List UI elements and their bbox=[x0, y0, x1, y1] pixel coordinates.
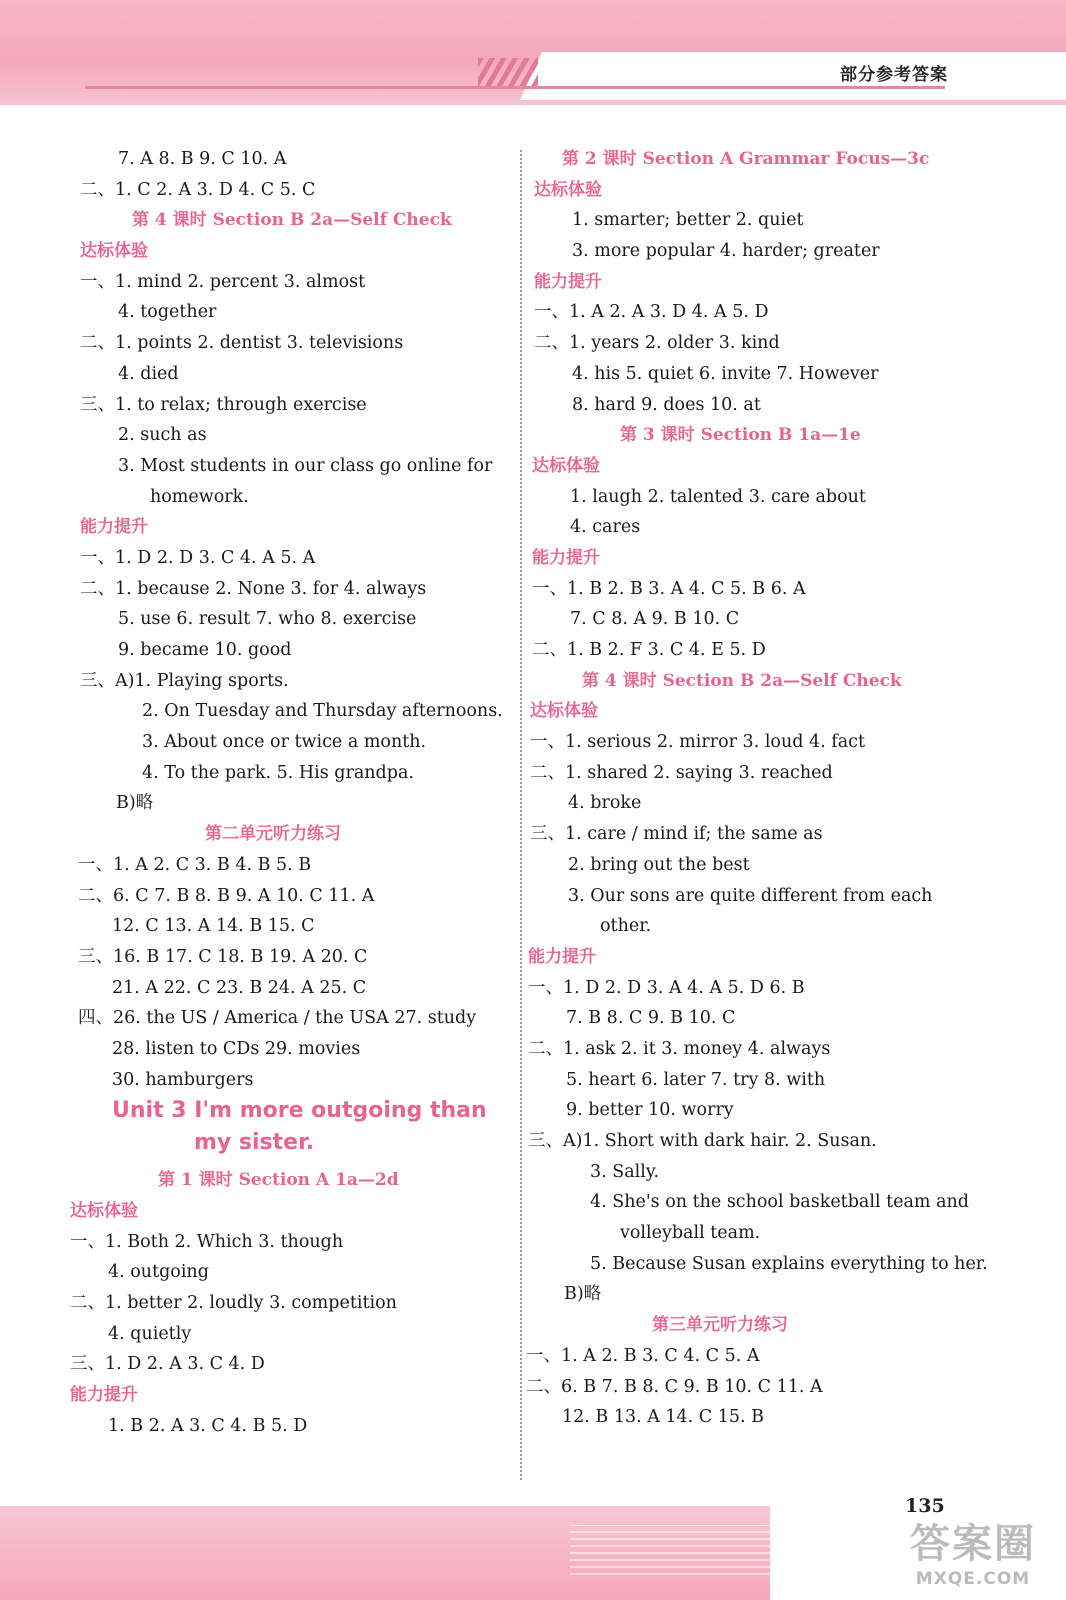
lesson-heading: 第 2 课时 Section A Grammar Focus—3c bbox=[562, 149, 930, 169]
answer-line: homework. bbox=[150, 486, 249, 507]
answer-line: 12. B 13. A 14. C 15. B bbox=[562, 1407, 765, 1428]
header-white-panel bbox=[520, 52, 1066, 100]
page-header-title: 部分参考答案 bbox=[840, 65, 948, 85]
right-answer-column bbox=[522, 144, 988, 1433]
answer-line: 一、1. Both 2. Which 3. though bbox=[70, 1231, 344, 1252]
answer-line: 4. She's on the school basketball team and bbox=[590, 1192, 969, 1213]
answer-line: 三、1. to relax; through exercise bbox=[80, 394, 367, 415]
answer-line: 二、6. C 7. B 8. B 9. A 10. C 11. A bbox=[78, 885, 375, 906]
answer-line: 4. cares bbox=[570, 517, 641, 538]
answer-line: 一、1. B 2. B 3. A 4. C 5. B 6. A bbox=[532, 578, 806, 599]
category-heading: 能力提升 bbox=[80, 517, 148, 538]
answer-line: 4. together bbox=[118, 302, 217, 323]
answer-line: 9. better 10. worry bbox=[566, 1100, 734, 1121]
answer-line: 4. quietly bbox=[108, 1323, 192, 1344]
lesson-heading: 第 1 课时 Section A 1a—2d bbox=[158, 1170, 399, 1191]
answer-line: 三、A)1. Short with dark hair. 2. Susan. bbox=[528, 1131, 877, 1151]
left-answer-column bbox=[70, 144, 510, 1442]
answer-line: 1. laugh 2. talented 3. care about bbox=[570, 486, 866, 507]
answer-line: 二、1. points 2. dentist 3. televisions bbox=[80, 333, 404, 354]
category-heading: 达标体验 bbox=[530, 701, 598, 722]
answer-line: 一、1. A 2. A 3. D 4. A 5. D bbox=[534, 302, 769, 323]
answer-line: 28. listen to CDs 29. movies bbox=[112, 1038, 361, 1059]
answer-line: other. bbox=[600, 916, 652, 937]
category-heading: 能力提升 bbox=[528, 946, 596, 967]
answer-line: 12. C 13. A 14. B 15. C bbox=[112, 916, 315, 937]
site-watermark bbox=[888, 1512, 1058, 1592]
answer-line: 7. C 8. A 9. B 10. C bbox=[570, 609, 740, 630]
unit-title: Unit 3 I'm more outgoing than bbox=[112, 1098, 487, 1124]
answer-line: B)略 bbox=[116, 793, 154, 814]
answer-line: 5. Because Susan explains everything to her. bbox=[590, 1253, 988, 1274]
answer-line: 一、1. serious 2. mirror 3. loud 4. fact bbox=[530, 732, 865, 753]
answer-line: 5. use 6. result 7. who 8. exercise bbox=[118, 609, 417, 630]
answer-line: 1. smarter; better 2. quiet bbox=[572, 210, 804, 231]
watermark-logo-text: 答案圈 bbox=[910, 1521, 1036, 1567]
answer-line: 一、1. A 2. C 3. B 4. B 5. B bbox=[78, 854, 312, 875]
header-stripe-decoration bbox=[478, 58, 538, 88]
answer-line: 7. B 8. C 9. B 10. C bbox=[566, 1008, 736, 1029]
answer-line: 二、1. C 2. A 3. D 4. C 5. C bbox=[80, 179, 316, 200]
lesson-heading: 第 3 课时 Section B 1a—1e bbox=[620, 425, 861, 446]
answer-line: 一、1. mind 2. percent 3. almost bbox=[80, 271, 366, 292]
category-heading: 能力提升 bbox=[532, 547, 600, 568]
answer-line: 4. broke bbox=[568, 793, 642, 814]
answer-line: 2. such as bbox=[118, 425, 207, 446]
answer-line: 21. A 22. C 23. B 24. A 25. C bbox=[112, 977, 367, 998]
answer-line: 4. To the park. 5. His grandpa. bbox=[142, 762, 414, 783]
answer-line: 3. more popular 4. harder; greater bbox=[572, 241, 880, 262]
header-rule bbox=[85, 86, 945, 89]
answer-line: 3. About once or twice a month. bbox=[142, 732, 427, 753]
answer-line: 5. heart 6. later 7. try 8. with bbox=[566, 1069, 826, 1090]
category-heading: 达标体验 bbox=[70, 1201, 138, 1221]
answer-line: 二、1. because 2. None 3. for 4. always bbox=[80, 578, 427, 599]
category-heading: 达标体验 bbox=[80, 241, 148, 262]
answer-line: 4. outgoing bbox=[108, 1262, 209, 1283]
answer-line: 4. died bbox=[118, 363, 179, 384]
answer-line: 二、6. B 7. B 8. C 9. B 10. C 11. A bbox=[526, 1376, 823, 1397]
answer-line: 3. Sally. bbox=[590, 1161, 660, 1182]
lesson-heading: 第 4 课时 Section B 2a—Self Check bbox=[582, 670, 902, 691]
answer-line: 3. Most students in our class go online for bbox=[118, 455, 493, 476]
answer-line: 9. became 10. good bbox=[118, 640, 292, 660]
answer-line: 30. hamburgers bbox=[112, 1069, 254, 1090]
answer-line: 3. Our sons are quite different from each bbox=[568, 885, 933, 906]
lesson-heading: 第二单元听力练习 bbox=[205, 824, 341, 845]
answer-line: 一、1. D 2. D 3. C 4. A 5. A bbox=[80, 547, 316, 568]
answer-line: 二、1. ask 2. it 3. money 4. always bbox=[528, 1038, 831, 1059]
answer-line: 三、1. care / mind if; the same as bbox=[530, 824, 823, 845]
answer-line: 1. B 2. A 3. C 4. B 5. D bbox=[108, 1415, 308, 1436]
answer-line: B)略 bbox=[564, 1284, 602, 1305]
lesson-heading: 第三单元听力练习 bbox=[652, 1315, 788, 1336]
unit-title: my sister. bbox=[194, 1130, 315, 1156]
answer-line: 4. his 5. quiet 6. invite 7. However bbox=[572, 363, 879, 384]
page-number: 135 bbox=[905, 1495, 945, 1517]
lesson-heading: 第 4 课时 Section B 2a—Self Check bbox=[132, 210, 452, 231]
answer-line: 二、1. shared 2. saying 3. reached bbox=[530, 762, 833, 783]
answer-line: 二、1. years 2. older 3. kind bbox=[534, 333, 780, 354]
answer-line: 三、16. B 17. C 18. B 19. A 20. C bbox=[78, 946, 368, 967]
answer-line: 一、1. A 2. B 3. C 4. C 5. A bbox=[526, 1345, 760, 1366]
answer-line: 8. hard 9. does 10. at bbox=[572, 394, 761, 415]
answer-line: 二、1. B 2. F 3. C 4. E 5. D bbox=[532, 640, 766, 660]
answer-line: volleyball team. bbox=[620, 1223, 761, 1244]
answer-line: 二、1. better 2. loudly 3. competition bbox=[70, 1293, 397, 1314]
footer-stripe-decoration bbox=[570, 1525, 770, 1575]
answer-line: 一、1. D 2. D 3. A 4. A 5. D 6. B bbox=[528, 977, 805, 998]
answer-line: 2. On Tuesday and Thursday afternoons. bbox=[142, 701, 503, 722]
category-heading: 能力提升 bbox=[534, 271, 602, 292]
answer-line: 2. bring out the best bbox=[568, 854, 750, 875]
category-heading: 达标体验 bbox=[534, 179, 602, 200]
answer-line: 三、1. D 2. A 3. C 4. D bbox=[70, 1354, 265, 1375]
answer-line: 三、A)1. Playing sports. bbox=[80, 670, 289, 691]
watermark-url: MXQE.COM bbox=[915, 1569, 1031, 1589]
answer-line: 四、26. the US / America / the USA 27. study bbox=[78, 1008, 477, 1029]
category-heading: 能力提升 bbox=[70, 1385, 138, 1406]
answer-line: 7. A 8. B 9. C 10. A bbox=[118, 149, 287, 169]
category-heading: 达标体验 bbox=[532, 455, 600, 476]
